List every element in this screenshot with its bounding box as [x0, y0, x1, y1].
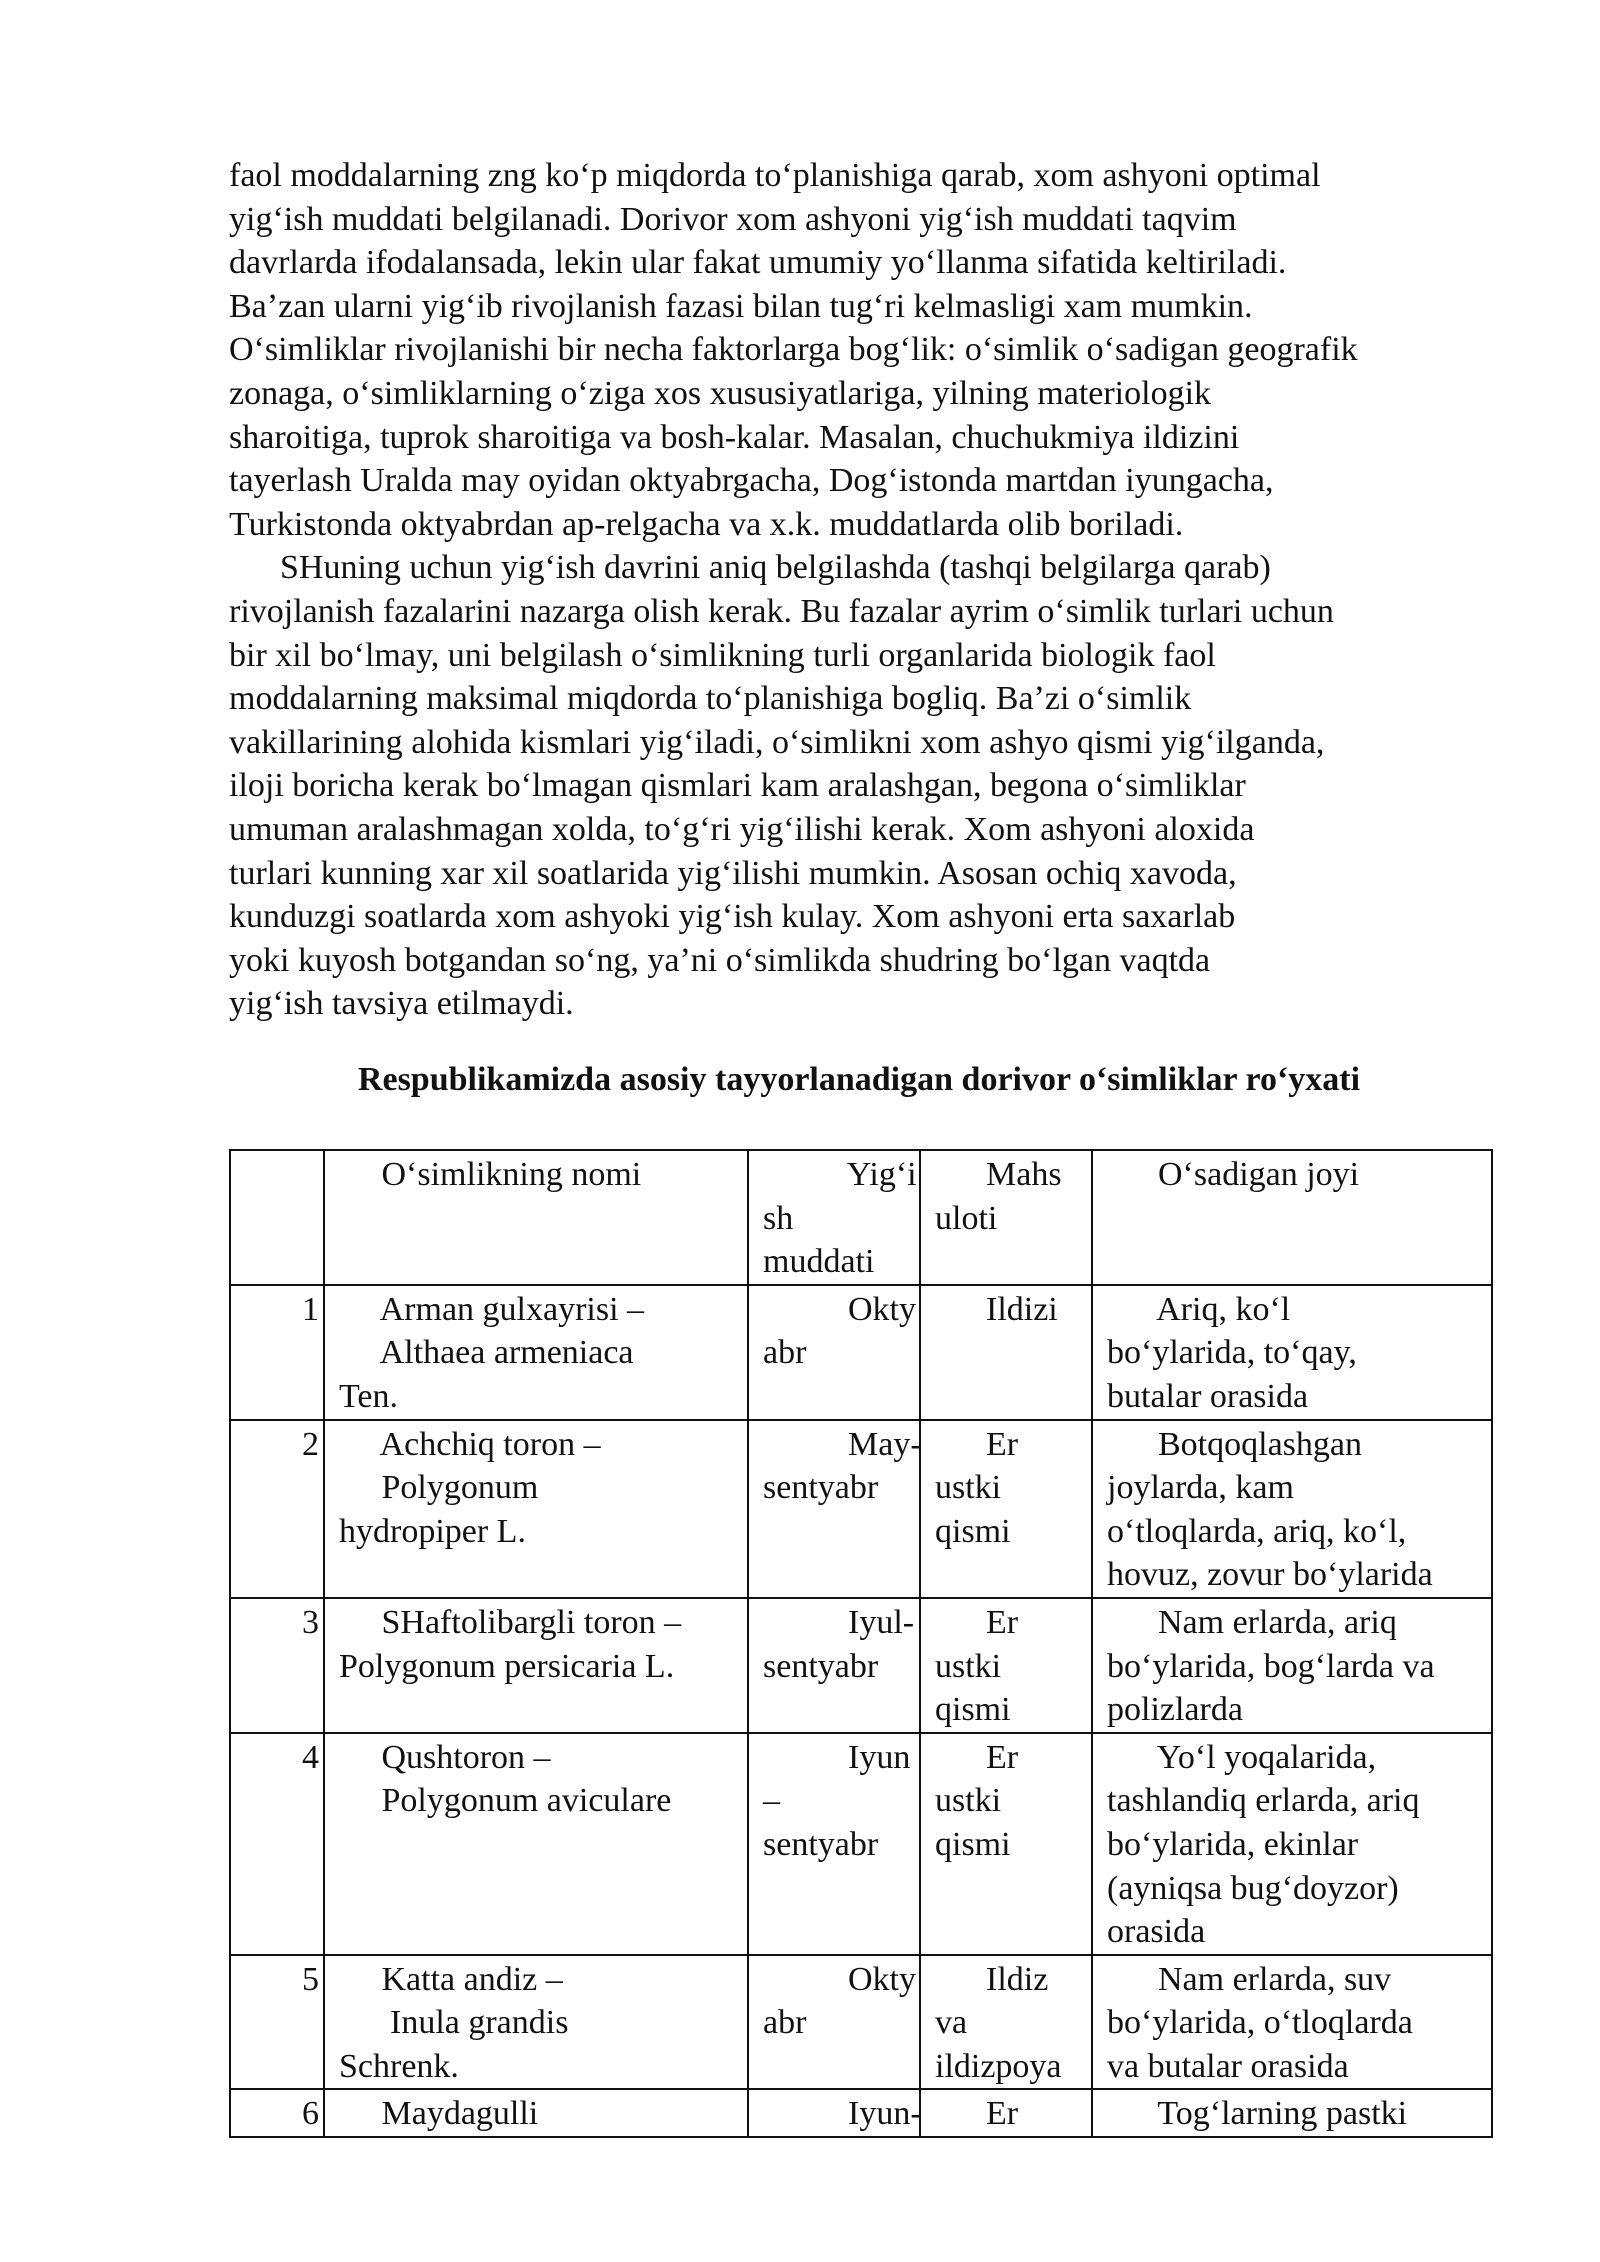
- body-text: [229, 154, 1519, 1026]
- cell-line: Katta andiz –: [339, 1960, 563, 1998]
- growing-place-cell: [1092, 1285, 1492, 1420]
- cell-line: boʻylarida, oʻtloqlarda: [1107, 2004, 1413, 2042]
- text-line: Oʻsimliklar rivojlanishi bir necha faktorlarga bogʻlik: oʻsimlik oʻsadigan geografik: [229, 331, 1358, 369]
- cell-line: Schrenk.: [339, 2047, 459, 2085]
- text-line: iloji boricha kerak boʻlmagan qismlari kam aralashgan, begona oʻsimliklar: [229, 767, 1246, 805]
- product-cell: [920, 2089, 1092, 2137]
- cell-line: sentyabr: [763, 1647, 879, 1685]
- cell-line: Okty: [763, 1960, 916, 1998]
- harvest-period-cell: [748, 1733, 920, 1955]
- text-line: moddalarning maksimal miqdorda toʻplanishiga bogliq. Baʼzi oʻsimlik: [229, 680, 1192, 718]
- harvest-period-cell: [748, 1955, 920, 2090]
- row-number-cell: [230, 1150, 324, 1285]
- cell-line: Nam erlarda, ariq: [1107, 1603, 1397, 1641]
- cell-line: orasida: [1107, 1913, 1206, 1951]
- growing-place-cell: [1092, 2089, 1492, 2137]
- table-row: [230, 1285, 1492, 1420]
- cell-line: Er: [935, 1603, 1019, 1641]
- cell-line: Yigʻi: [763, 1156, 917, 1193]
- text-line: bir xil boʻlmay, uni belgilash oʻsimlikning turli organlarida biologik faol: [229, 636, 1216, 674]
- cell-line: joylarda, kam: [1107, 1469, 1294, 1507]
- plant-name-cell: [324, 1598, 748, 1733]
- cell-line: 2: [302, 1425, 319, 1463]
- cell-line: 4: [302, 1738, 319, 1776]
- cell-line: abr: [763, 1334, 807, 1372]
- text-line: yoki kuyosh botgandan soʻng, yaʼni oʻsimlikda shudring boʻlgan vaqtda: [229, 941, 1211, 979]
- cell-line: polizlarda: [1107, 1691, 1243, 1729]
- cell-line: va butalar orasida: [1107, 2047, 1349, 2085]
- cell-line: Ariq, koʻl: [1107, 1290, 1291, 1328]
- growing-place-cell: [1092, 1150, 1492, 1285]
- cell-line: ildizpoya: [935, 2047, 1062, 2085]
- cell-line: Polygonum: [339, 1469, 539, 1507]
- cell-line: hovuz, zovur boʻylarida: [1107, 1556, 1433, 1594]
- cell-line: 6: [302, 2095, 319, 2133]
- plants-table: [229, 1149, 1493, 2138]
- text-line: tayerlash Uralda may oyidan oktyabrgacha, Dogʻistonda martdan iyungacha,: [229, 462, 1274, 500]
- text-line: Turkistonda oktyabrdan ap-relgacha va x.k. muddatlarda olib boriladi.: [229, 505, 1184, 543]
- row-number-cell: [230, 1598, 324, 1733]
- cell-line: Achchiq toron –: [339, 1425, 601, 1463]
- cell-line: boʻylarida, ekinlar: [1107, 1825, 1359, 1863]
- text-line: rivojlanish fazalarini nazarga olish kerak. Bu fazalar ayrim oʻsimlik turlari uchun: [229, 592, 1334, 630]
- harvest-period-cell: [748, 2089, 920, 2137]
- cell-line: Inula grandis: [339, 2004, 569, 2042]
- text-line: Baʼzan ularni yigʻib rivojlanish fazasi bilan tugʻri kelmasligi xam mumkin.: [229, 287, 1253, 325]
- product-cell: [920, 1150, 1092, 1285]
- cell-line: ustki: [935, 1647, 1002, 1685]
- product-cell: [920, 1955, 1092, 2090]
- cell-line: Maydagulli: [339, 2095, 539, 2133]
- cell-line: oʻtloqlarda, ariq, koʻl,: [1107, 1512, 1407, 1550]
- text-line: yigʻish muddati belgilanadi. Dorivor xom ashyoni yigʻish muddati taqvim: [229, 200, 1237, 238]
- cell-line: Iyun-: [763, 2095, 922, 2133]
- cell-line: –: [763, 1782, 780, 1820]
- plant-name-cell: [324, 2089, 748, 2137]
- plant-name-cell: [324, 1150, 748, 1285]
- cell-line: ustki: [935, 1782, 1002, 1820]
- cell-line: Iyul-: [763, 1603, 915, 1641]
- cell-line: Polygonum aviculare: [339, 1782, 672, 1820]
- product-cell: [920, 1598, 1092, 1733]
- plant-name-cell: [324, 1733, 748, 1955]
- cell-line: Oʻsadigan joyi: [1107, 1156, 1360, 1193]
- cell-line: Er: [935, 1738, 1019, 1776]
- text-line: yigʻish tavsiya etilmaydi.: [229, 985, 574, 1023]
- cell-line: Ten.: [339, 1377, 398, 1415]
- cell-line: Botqoqlashgan: [1107, 1425, 1362, 1463]
- text-line: SHuning uchun yigʻish davrini aniq belgilashda (tashqi belgilarga qarab): [229, 549, 1271, 587]
- growing-place-cell: [1092, 1598, 1492, 1733]
- text-line: davrlarda ifodalansada, lekin ular fakat umumiy yoʻllanma sifatida keltiriladi.: [229, 244, 1287, 282]
- table-row: [230, 1733, 1492, 1955]
- row-number-cell: [230, 2089, 324, 2137]
- product-cell: [920, 1420, 1092, 1598]
- cell-line: Yoʻl yoqalarida,: [1107, 1738, 1377, 1776]
- table-header-row: [230, 1150, 1492, 1285]
- text-line: umuman aralashmagan xolda, toʻgʻri yigʻilishi kerak. Xom ashyoni aloxida: [229, 810, 1255, 848]
- cell-line: Althaea armeniaca: [339, 1334, 634, 1372]
- cell-line: Polygonum persicaria L.: [339, 1647, 675, 1685]
- cell-line: 3: [302, 1603, 319, 1641]
- text-line: turlari kunning xar xil soatlarida yigʻilishi mumkin. Asosan ochiq xavoda,: [229, 854, 1237, 892]
- cell-line: SHaftolibargli toron –: [339, 1603, 682, 1641]
- cell-line: Mahs: [935, 1156, 1062, 1193]
- cell-line: (ayniqsa bugʻdoyzor): [1107, 1869, 1399, 1907]
- harvest-period-cell: [748, 1598, 920, 1733]
- cell-line: 5: [302, 1960, 319, 1998]
- cell-line: Nam erlarda, suv: [1107, 1960, 1392, 1998]
- cell-line: Iyun: [763, 1738, 911, 1776]
- plant-name-cell: [324, 1285, 748, 1420]
- row-number-cell: [230, 1285, 324, 1420]
- cell-line: abr: [763, 2004, 807, 2042]
- cell-line: 1: [302, 1290, 319, 1328]
- harvest-period-cell: [748, 1420, 920, 1598]
- cell-line: Er: [935, 2095, 1019, 2133]
- cell-line: Ildiz: [935, 1960, 1049, 1998]
- cell-line: ustki: [935, 1469, 1002, 1507]
- cell-line: Oʻsimlikning nomi: [339, 1156, 642, 1193]
- cell-line: va: [935, 2004, 968, 2042]
- cell-line: qismi: [935, 1825, 1011, 1863]
- cell-line: Er: [935, 1425, 1019, 1463]
- text-line: faol moddalarning zng koʻp miqdorda toʻplanishiga qarab, xom ashyoni optimal: [229, 157, 1321, 194]
- table-title: Respublikamizda asosiy tayyorlanadigan dorivor oʻsimliklar roʻyxati: [357, 1061, 1361, 1098]
- table-row: [230, 2089, 1492, 2137]
- plant-name-cell: [324, 1420, 748, 1598]
- table-row: [230, 1420, 1492, 1598]
- text-line: sharoitiga, tuprok sharoitiga va bosh-kalar. Masalan, chuchukmiya ildizini: [229, 418, 1240, 456]
- text-line: zonaga, oʻsimliklarning oʻziga xos xususiyatlariga, yilning materiologik: [229, 374, 1212, 412]
- text-line: kunduzgi soatlarda xom ashyoki yigʻish kulay. Xom ashyoni erta saxarlab: [229, 898, 1236, 936]
- cell-line: Okty: [763, 1290, 916, 1328]
- row-number-cell: [230, 1420, 324, 1598]
- table-row: [230, 1598, 1492, 1733]
- row-number-cell: [230, 1955, 324, 2090]
- growing-place-cell: [1092, 1420, 1492, 1598]
- cell-line: boʻylarida, bogʻlarda va: [1107, 1647, 1435, 1685]
- growing-place-cell: [1092, 1955, 1492, 2090]
- cell-line: uloti: [935, 1199, 998, 1237]
- harvest-period-cell: [748, 1285, 920, 1420]
- cell-line: May-: [763, 1425, 922, 1463]
- cell-line: Ildizi: [935, 1290, 1058, 1328]
- cell-line: muddati: [763, 1243, 875, 1281]
- cell-line: sentyabr: [763, 1825, 879, 1863]
- cell-line: qismi: [935, 1691, 1011, 1729]
- cell-line: boʻylarida, toʻqay,: [1107, 1334, 1357, 1372]
- cell-line: sentyabr: [763, 1469, 879, 1507]
- row-number-cell: [230, 1733, 324, 1955]
- text-line: vakillarining alohida kismlari yigʻiladi, oʻsimlikni xom ashyo qismi yigʻilganda,: [229, 723, 1325, 761]
- harvest-period-cell: [748, 1150, 920, 1285]
- cell-line: Qushtoron –: [339, 1738, 551, 1776]
- plant-name-cell: [324, 1955, 748, 2090]
- product-cell: [920, 1285, 1092, 1420]
- table-row: [230, 1955, 1492, 2090]
- cell-line: Togʻlarning pastki: [1107, 2095, 1408, 2133]
- product-cell: [920, 1733, 1092, 1955]
- cell-line: tashlandiq erlarda, ariq: [1107, 1782, 1420, 1820]
- cell-line: sh: [763, 1199, 794, 1237]
- cell-line: qismi: [935, 1512, 1011, 1550]
- growing-place-cell: [1092, 1733, 1492, 1955]
- cell-line: Arman gulxayrisi –: [339, 1290, 645, 1328]
- cell-line: hydropiper L.: [339, 1512, 526, 1550]
- cell-line: butalar orasida: [1107, 1377, 1309, 1415]
